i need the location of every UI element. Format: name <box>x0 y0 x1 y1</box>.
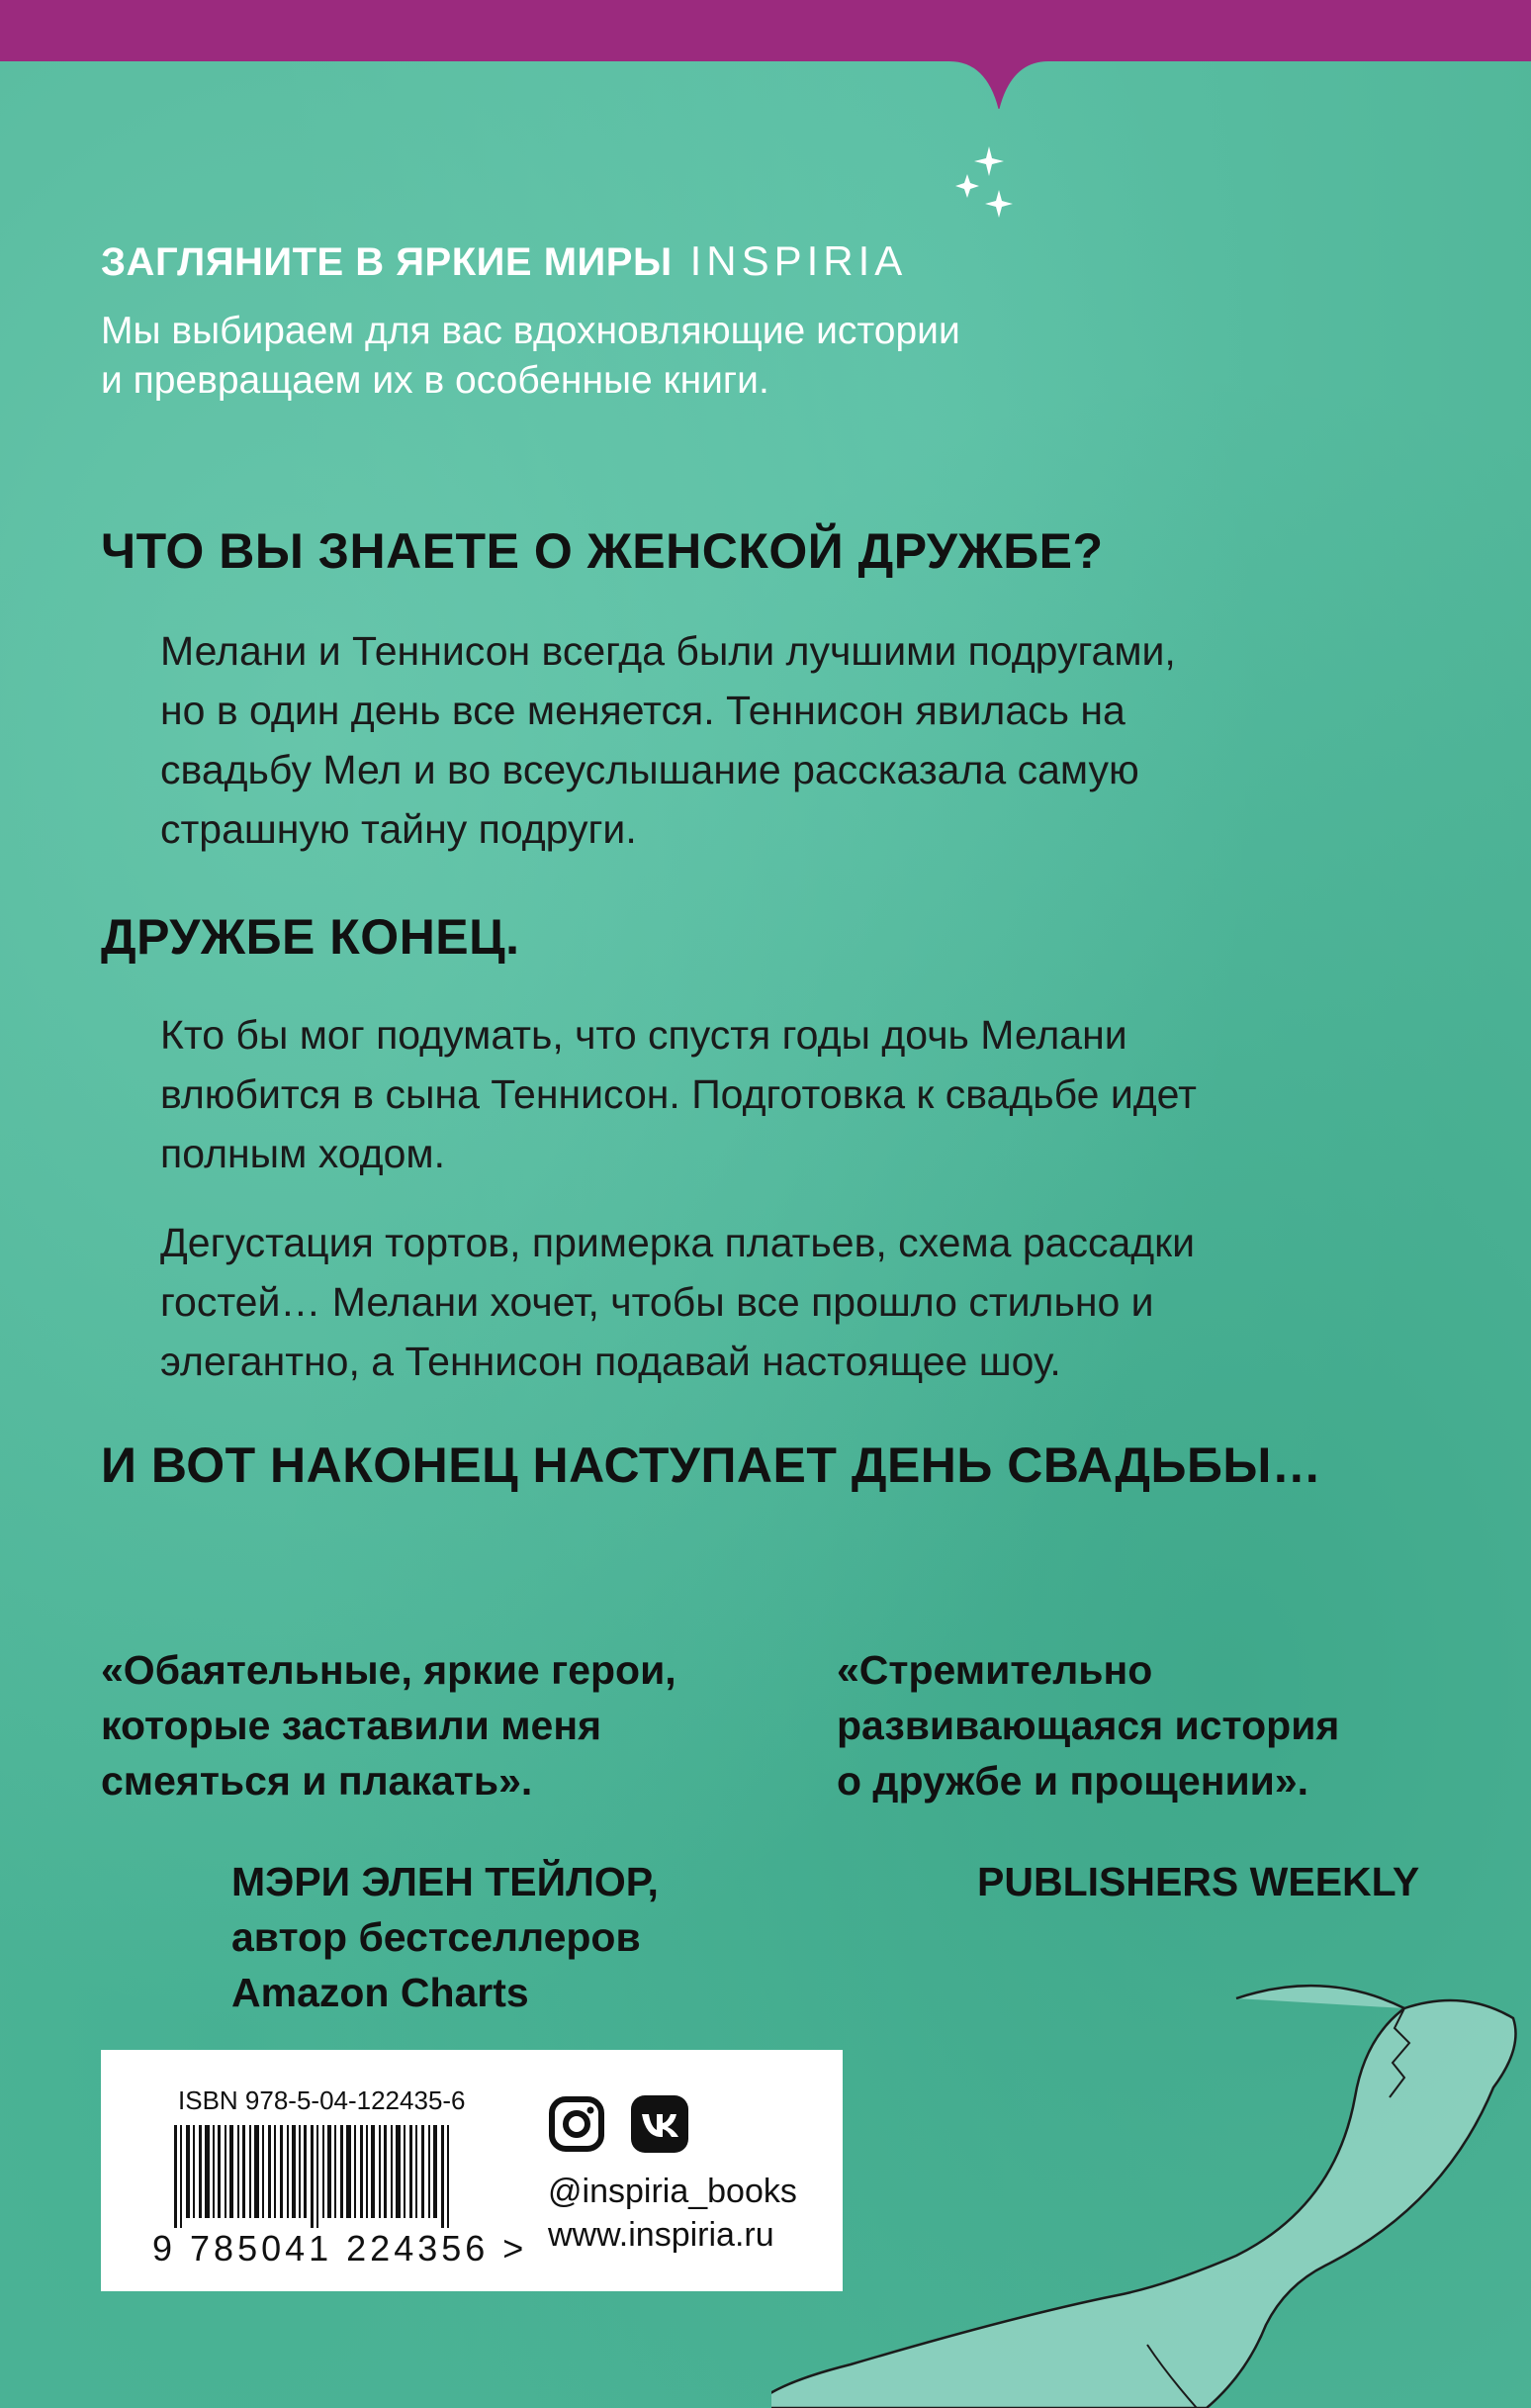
quote-left <box>101 1642 676 1808</box>
top-ribbon <box>0 0 1531 109</box>
sparkle-icon <box>949 139 1019 228</box>
paragraph-3 <box>160 1213 1396 1391</box>
attribution-line: PUBLISHERS WEEKLY <box>977 1859 1420 1904</box>
quote-line: развивающаяся история <box>837 1703 1340 1748</box>
intro-line: и превращаем их в особенные книги. <box>101 359 769 402</box>
heading-end-of-friendship: ДРУЖБЕ КОНЕЦ. <box>101 909 520 965</box>
quote-right <box>837 1642 1339 1808</box>
intro-line: Мы выбираем для вас вдохновляющие истории <box>101 310 960 352</box>
paragraph-line: свадьбу Мел и во всеуслышание рассказала самую <box>160 747 1139 792</box>
paragraph-line: полным ходом. <box>160 1131 445 1176</box>
brand-line <box>101 237 907 285</box>
barcode-panel <box>101 2050 843 2291</box>
quote-right-attribution <box>977 1854 1419 1909</box>
brand-tagline: ЗАГЛЯНИТЕ В ЯРКИЕ МИРЫ <box>101 240 673 284</box>
paragraph-2 <box>160 1005 1396 1183</box>
quote-left-attribution <box>231 1854 659 2020</box>
paragraph-line: Мелани и Теннисон всегда были лучшими подругами, <box>160 628 1176 674</box>
champagne-glass-illustration <box>771 1969 1531 2408</box>
website-link[interactable]: www.inspiria.ru <box>548 2216 774 2254</box>
isbn-label: ISBN 978-5-04-122435-6 <box>178 2085 466 2115</box>
paragraph-line: влюбится в сына Теннисон. Подготовка к свадьбе идет <box>160 1071 1197 1117</box>
paragraph-line: но в один день все меняется. Теннисон явилась на <box>160 688 1126 733</box>
attribution-line: Amazon Charts <box>231 1970 529 2015</box>
quote-line: о дружбе и прощении». <box>837 1758 1309 1804</box>
quote-line: смеяться и плакать». <box>101 1758 533 1804</box>
paragraph-line: страшную тайну подруги. <box>160 806 637 852</box>
heading-friendship: ЧТО ВЫ ЗНАЕТЕ О ЖЕНСКОЙ ДРУЖБЕ? <box>101 523 1104 579</box>
barcode-digits: 9 785041 224356 > <box>152 2228 528 2269</box>
paragraph-line: элегантно, а Теннисон подавай настоящее шоу. <box>160 1339 1061 1384</box>
quote-line: которые заставили меня <box>101 1703 602 1748</box>
paragraph-1 <box>160 621 1396 859</box>
heading-wedding-day: И ВОТ НАКОНЕЦ НАСТУПАЕТ ДЕНЬ СВАДЬБЫ… <box>101 1437 1322 1493</box>
barcode <box>174 2125 471 2228</box>
attribution-line: автор бестселлеров <box>231 1914 641 1960</box>
brand-logo-text: INSPIRIA <box>689 237 908 284</box>
intro-text <box>101 307 1189 406</box>
paragraph-line: Дегустация тортов, примерка платьев, схема рассадки <box>160 1220 1196 1265</box>
quote-line: «Обаятельные, яркие герои, <box>101 1647 676 1693</box>
paragraph-line: гостей… Мелани хочет, чтобы все прошло стильно и <box>160 1279 1154 1325</box>
instagram-icon[interactable] <box>548 2095 605 2153</box>
social-handle[interactable]: @inspiria_books <box>548 2173 797 2210</box>
paragraph-line: Кто бы мог подумать, что спустя годы дочь Мелани <box>160 1012 1127 1058</box>
vk-icon[interactable] <box>631 2095 688 2153</box>
quote-line: «Стремительно <box>837 1647 1153 1693</box>
attribution-line: МЭРИ ЭЛЕН ТЕЙЛОР, <box>231 1859 659 1904</box>
